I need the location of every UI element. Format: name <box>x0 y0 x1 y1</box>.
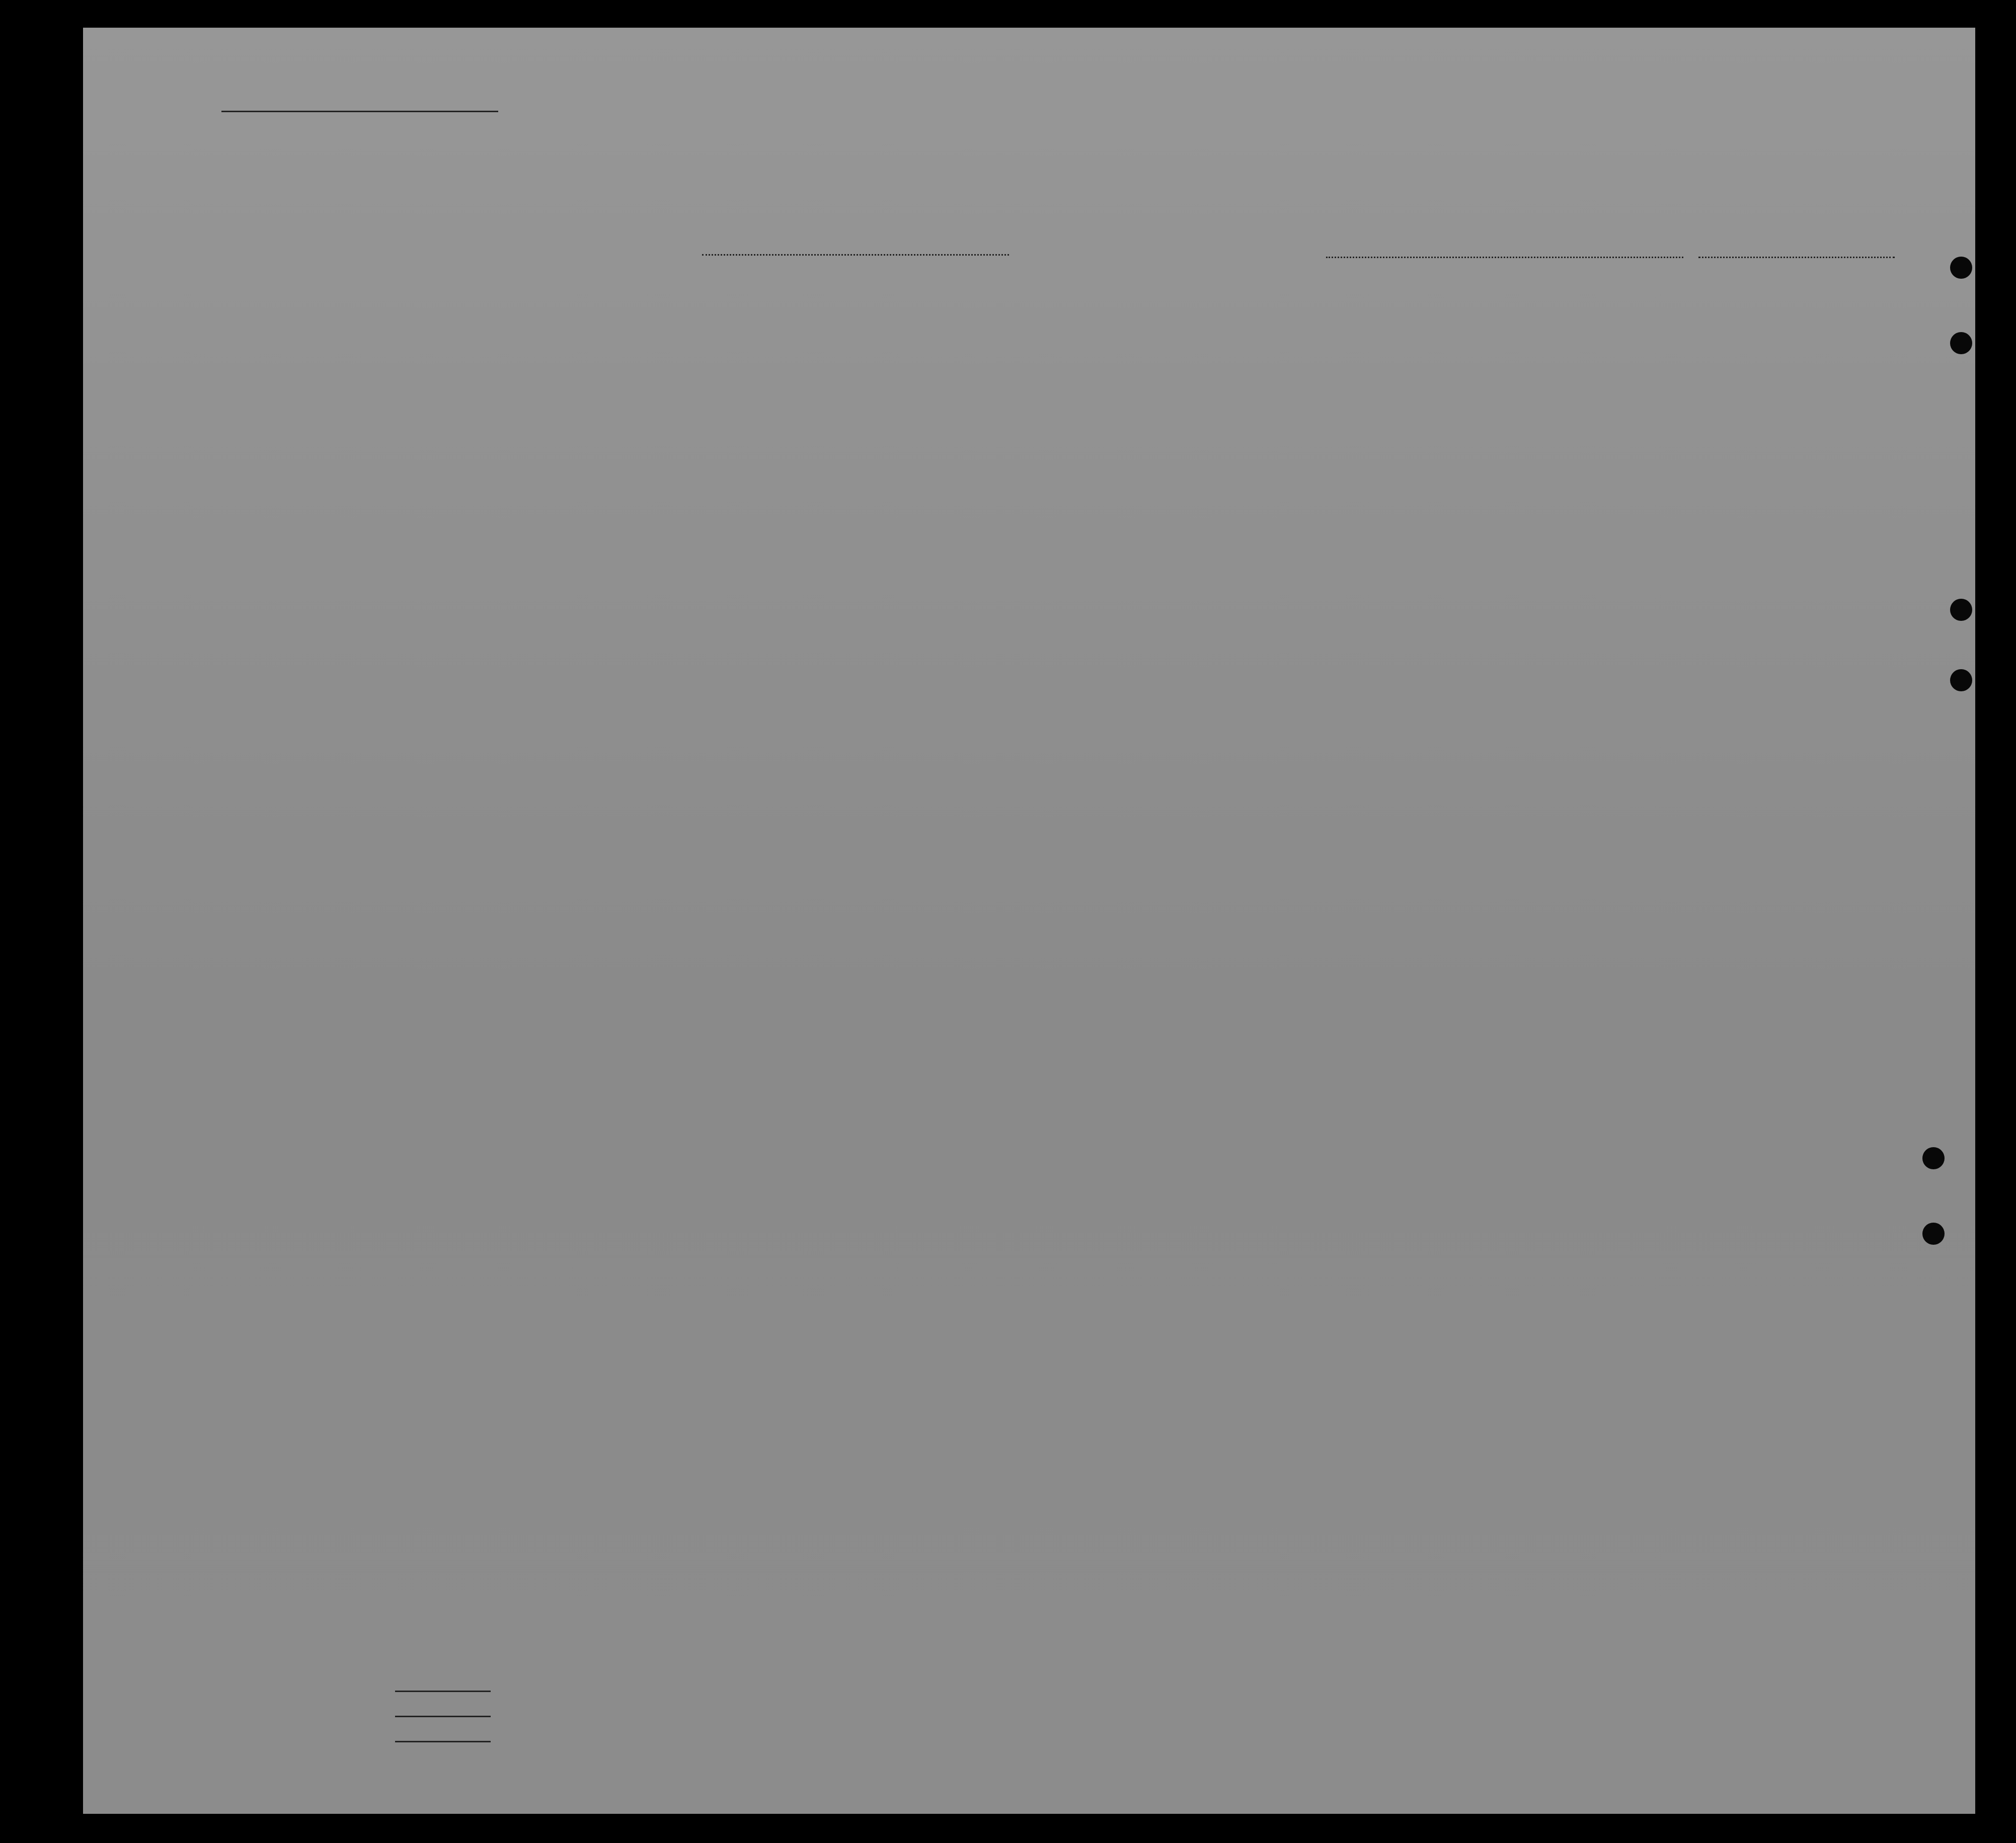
aliens-line <box>395 1741 491 1742</box>
binder-hole <box>1950 257 1972 279</box>
binder-hole <box>1950 599 1972 621</box>
manifest-grid <box>83 28 1975 1814</box>
binder-hole <box>1922 1223 1945 1245</box>
total-passengers-line <box>395 1691 491 1692</box>
us-citizens-line <box>395 1716 491 1717</box>
binder-hole <box>1922 1147 1945 1169</box>
manifest-sheet <box>83 28 1975 1814</box>
binder-hole <box>1950 332 1972 354</box>
binder-hole <box>1950 669 1972 691</box>
